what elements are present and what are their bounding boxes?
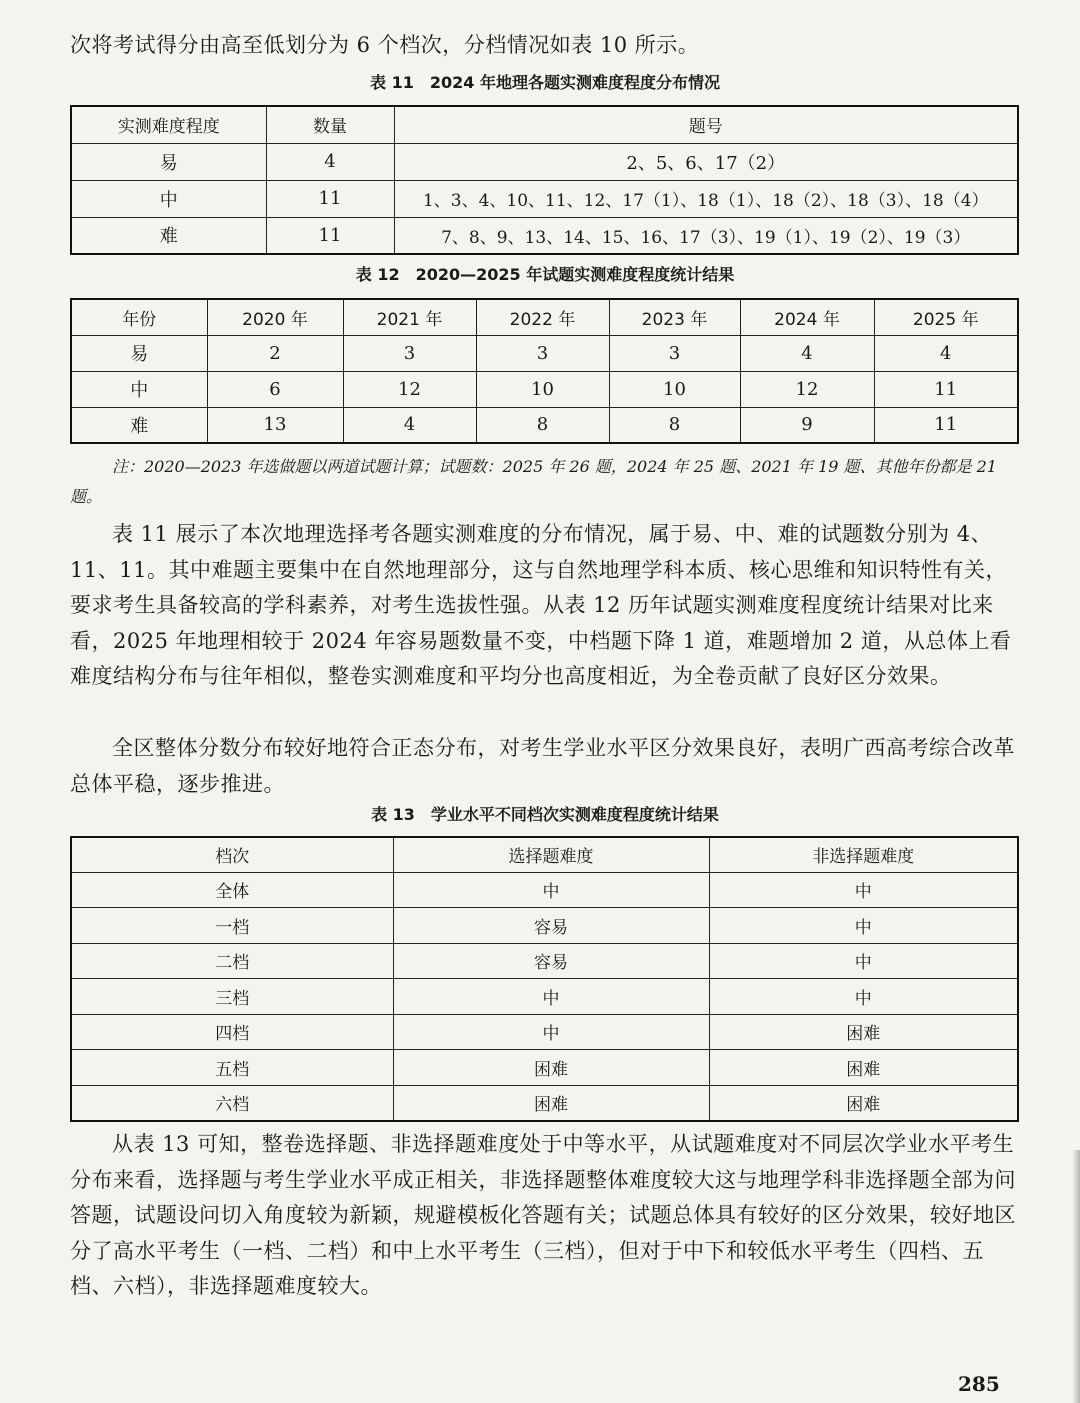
table-cell: 容易 (393, 943, 709, 979)
table-cell: 2、5、6、17（2） (394, 143, 1018, 180)
table-cell: 易 (71, 143, 266, 180)
table-row (71, 1085, 1018, 1121)
table-cell: 1、3、4、10、11、12、17（1）、18（1）、18（2）、18（3）、18（4） (394, 180, 1018, 217)
table-cell: 8 (476, 407, 609, 443)
table-cell: 一档 (71, 908, 393, 944)
page-edge-shadow (1072, 1150, 1080, 1403)
table-cell: 4 (343, 407, 476, 443)
table-cell: 11 (874, 371, 1018, 407)
table-cell: 三档 (71, 979, 393, 1015)
table-header-cell: 数量 (266, 106, 394, 143)
table-cell: 中 (709, 908, 1018, 944)
table-cell: 3 (343, 335, 476, 371)
table-cell: 10 (476, 371, 609, 407)
table-header-cell: 实测难度程度 (71, 106, 266, 143)
table-cell: 中 (71, 371, 207, 407)
table-cell: 11 (266, 217, 394, 254)
table-row (71, 143, 1018, 180)
table-row (71, 335, 1018, 371)
table-row (71, 180, 1018, 217)
table-cell: 中 (393, 979, 709, 1015)
table-header-cell: 2023 年 (609, 299, 740, 335)
table-cell: 10 (609, 371, 740, 407)
table-header-cell: 2021 年 (343, 299, 476, 335)
table-cell: 难 (71, 217, 266, 254)
table-cell: 困难 (393, 1085, 709, 1121)
table-cell: 11 (266, 180, 394, 217)
table-cell: 中 (709, 872, 1018, 908)
table-row (71, 979, 1018, 1015)
table-row (71, 943, 1018, 979)
table-row (71, 217, 1018, 254)
table-cell: 中 (709, 979, 1018, 1015)
paragraph-3: 从表 13 可知，整卷选择题、非选择题难度处于中等水平，从试题难度对不同层次学业水平考生分布来看，选择题与考生学业水平成正相关，非选择题整体难度较大这与地理学科非选择题全部为问答题，试题设问切入角度较为新颖，规避模板化答题有关；试题总体具有较好的区分效果，较好地区分了高水平考生（一档、二档）和中上水平考生（三档），但对于中下和较低水平考生（四档、五档、六档），非选择题难度较大。 (70, 1132, 1016, 1298)
table-header-cell: 2025 年 (874, 299, 1018, 335)
paragraph-2: 全区整体分数分布较好地符合正态分布，对考生学业水平区分效果良好，表明广西高考综合改革总体平稳，逐步推进。 (70, 736, 1015, 796)
table-row (71, 1050, 1018, 1086)
table-cell: 四档 (71, 1014, 393, 1050)
table-cell: 9 (740, 407, 874, 443)
table-cell: 2 (207, 335, 343, 371)
table-cell: 困难 (709, 1014, 1018, 1050)
table13-caption: 表 13 学业水平不同档次实测难度程度统计结果 (371, 805, 719, 824)
table11-caption: 表 11 2024 年地理各题实测难度程度分布情况 (370, 73, 720, 92)
table-cell: 8 (609, 407, 740, 443)
table12 (70, 298, 1019, 444)
table-cell: 12 (343, 371, 476, 407)
table-header-cell: 题号 (394, 106, 1018, 143)
paragraph-1: 表 11 展示了本次地理选择考各题实测难度的分布情况，属于易、中、难的试题数分别为 4、11、11。其中难题主要集中在自然地理部分，这与自然地理学科本质、核心思维和知识特性有关，要求考生具备较高的学科素养，对考生选拔性强。从表 12 历年试题实测难度程度统计结果对比来看，2025 年地理相较于 2024 年容易题数量不变，中档题下降 1 道，难题增加 2 道，从总体上看难度结构分布与往年相似，整卷实测难度和平均分也高度相近，为全卷贡献了良好区分效果。 (70, 522, 1012, 688)
table-cell: 六档 (71, 1085, 393, 1121)
table12-caption: 表 12 2020—2025 年试题实测难度程度统计结果 (355, 265, 735, 284)
table-header-cell: 2022 年 (476, 299, 609, 335)
page-number: 285 (958, 1372, 1000, 1396)
table-cell: 易 (71, 335, 207, 371)
table-header-cell: 2020 年 (207, 299, 343, 335)
table-cell: 3 (609, 335, 740, 371)
table-cell: 二档 (71, 943, 393, 979)
table-cell: 11 (874, 407, 1018, 443)
table-header-cell: 年份 (71, 299, 207, 335)
table-row (71, 407, 1018, 443)
table-cell: 中 (709, 943, 1018, 979)
table-cell: 难 (71, 407, 207, 443)
table-row (71, 371, 1018, 407)
table-header-row (71, 837, 1018, 872)
table13 (70, 836, 1019, 1122)
table-cell: 困难 (709, 1085, 1018, 1121)
table-cell: 6 (207, 371, 343, 407)
table-header-row (71, 106, 1018, 143)
table-cell: 五档 (71, 1050, 393, 1086)
table11 (70, 105, 1019, 255)
table-cell: 中 (71, 180, 266, 217)
table12-note: 注：2020—2023 年选做题以两道试题计算；试题数：2025 年 26 题，2024 年 25 题、2021 年 19 题、其他年份都是 21 题。 (70, 457, 997, 506)
table-cell: 困难 (393, 1050, 709, 1086)
table-cell: 4 (740, 335, 874, 371)
table-header-cell: 选择题难度 (393, 837, 709, 872)
table-cell: 4 (874, 335, 1018, 371)
table-cell: 7、8、9、13、14、15、16、17（3）、19（1）、19（2）、19（3） (394, 217, 1018, 254)
table-cell: 中 (393, 872, 709, 908)
table-cell: 困难 (709, 1050, 1018, 1086)
table-row (71, 908, 1018, 944)
table-header-cell: 档次 (71, 837, 393, 872)
table-cell: 中 (393, 1014, 709, 1050)
table-header-cell: 2024 年 (740, 299, 874, 335)
table-cell: 3 (476, 335, 609, 371)
intro-line: 次将考试得分由高至低划分为 6 个档次，分档情况如表 10 所示。 (70, 33, 700, 57)
table-header-cell: 非选择题难度 (709, 837, 1018, 872)
table-row (71, 1014, 1018, 1050)
table-cell: 全体 (71, 872, 393, 908)
table-cell: 4 (266, 143, 394, 180)
table-cell: 12 (740, 371, 874, 407)
table-header-row (71, 299, 1018, 335)
table-row (71, 872, 1018, 908)
table-cell: 13 (207, 407, 343, 443)
table-cell: 容易 (393, 908, 709, 944)
